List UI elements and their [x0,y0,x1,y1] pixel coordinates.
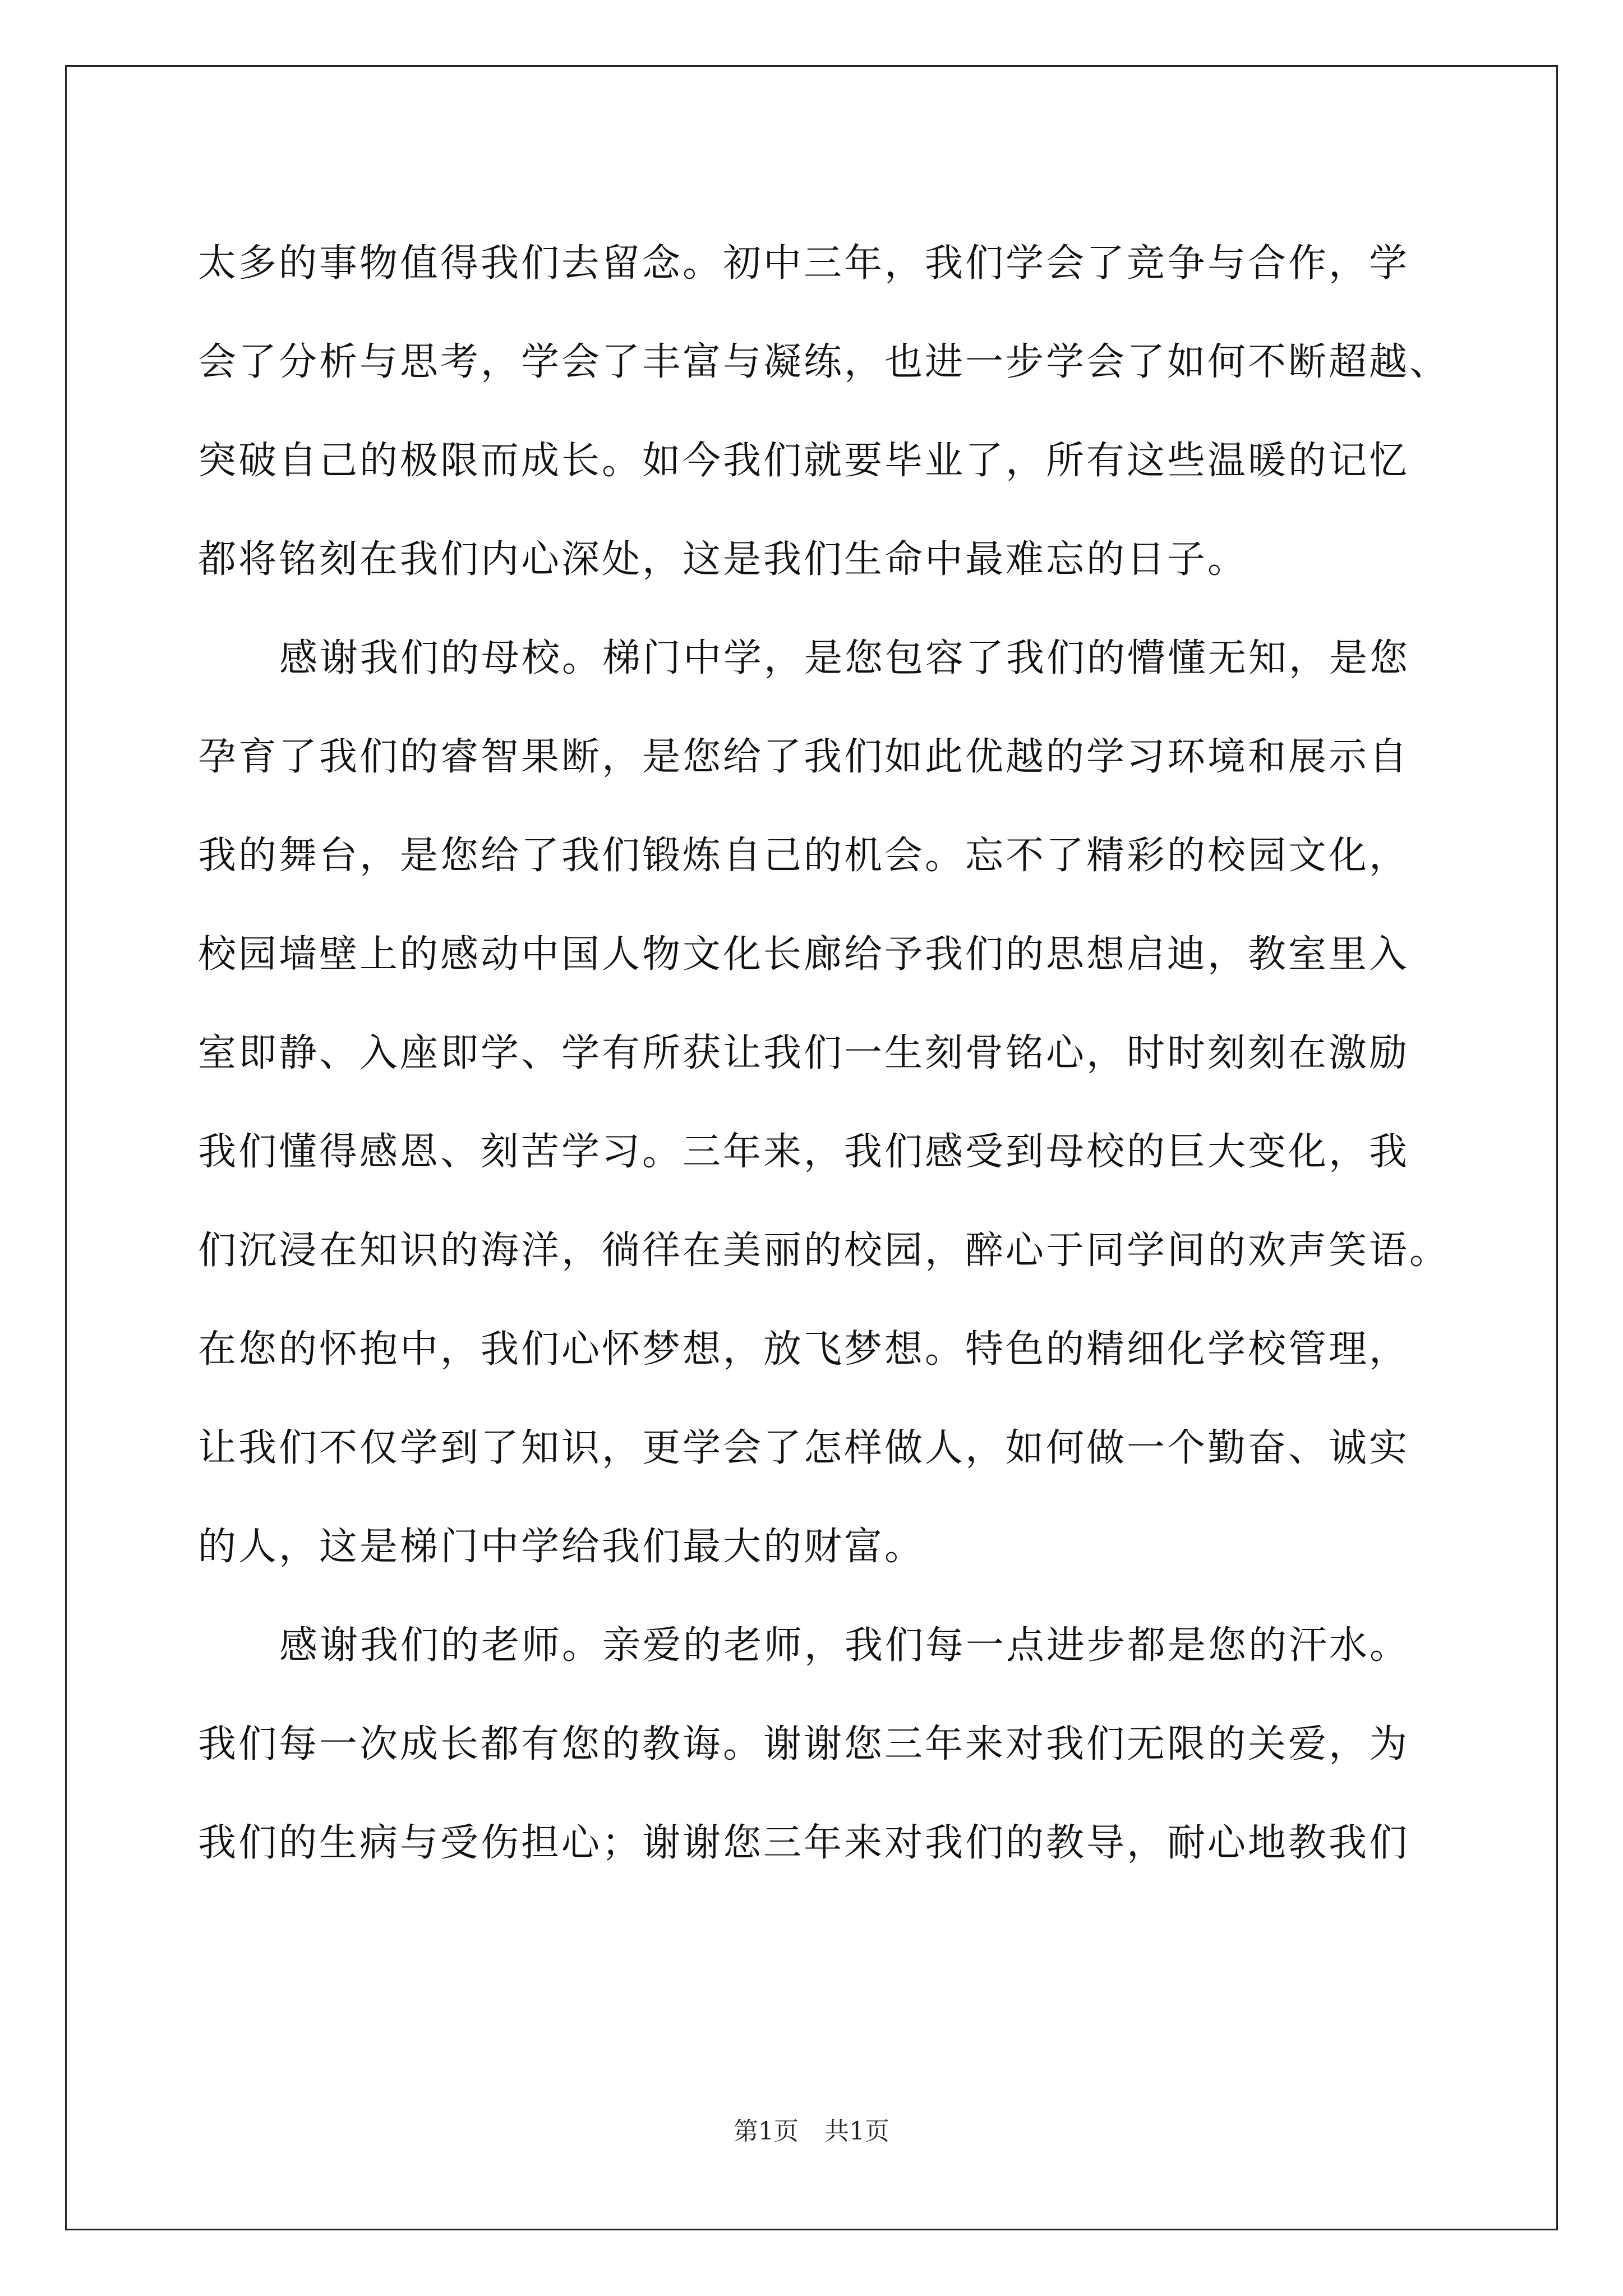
text-line: 突破自己的极限而成长。如今我们就要毕业了，所有这些温暖的记忆 [198,439,1410,483]
text-line: 我们的生病与受伤担心；谢谢您三年来对我们的教导，耐心地教我们 [198,1821,1410,1865]
text-line: 感谢我们的母校。梯门中学，是您包容了我们的懵懂无知，是您 [279,636,1410,680]
text-line: 感谢我们的老师。亲爱的老师，我们每一点进步都是您的汗水。 [279,1623,1410,1668]
text-line: 我的舞台，是您给了我们锻炼自己的机会。忘不了精彩的校园文化， [198,834,1410,878]
page-footer [0,2115,1623,2148]
page-number-current: 第1页 [734,2117,799,2146]
document-body [198,214,1450,1893]
text-line: 在您的怀抱中，我们心怀梦想，放飞梦想。特色的精细化学校管理， [198,1327,1410,1372]
text-line: 太多的事物值得我们去留念。初中三年，我们学会了竞争与合作，学 [198,241,1410,286]
text-line: 会了分析与思考，学会了丰富与凝练，也进一步学会了如何不断超越、 [198,340,1450,384]
text-line: 室即静、入座即学、学有所获让我们一生刻骨铭心，时时刻刻在激励 [198,1031,1410,1075]
text-line: 孕育了我们的睿智果断，是您给了我们如此优越的学习环境和展示自 [198,735,1410,779]
text-line: 都将铭刻在我们内心深处，这是我们生命中最难忘的日子。 [198,537,1248,582]
page-number-total: 共1页 [824,2117,889,2146]
text-line: 让我们不仅学到了知识，更学会了怎样做人，如何做一个勤奋、诚实 [198,1426,1410,1470]
text-line: 们沉浸在知识的海洋，徜徉在美丽的校园，醉心于同学间的欢声笑语。 [198,1228,1450,1273]
text-line: 的人，这是梯门中学给我们最大的财富。 [198,1525,925,1569]
text-line: 我们每一次成长都有您的教诲。谢谢您三年来对我们无限的关爱，为 [198,1722,1410,1766]
text-line: 校园墙壁上的感动中国人物文化长廊给予我们的思想启迪，教室里入 [198,932,1410,977]
text-line: 我们懂得感恩、刻苦学习。三年来，我们感受到母校的巨大变化，我 [198,1130,1410,1174]
